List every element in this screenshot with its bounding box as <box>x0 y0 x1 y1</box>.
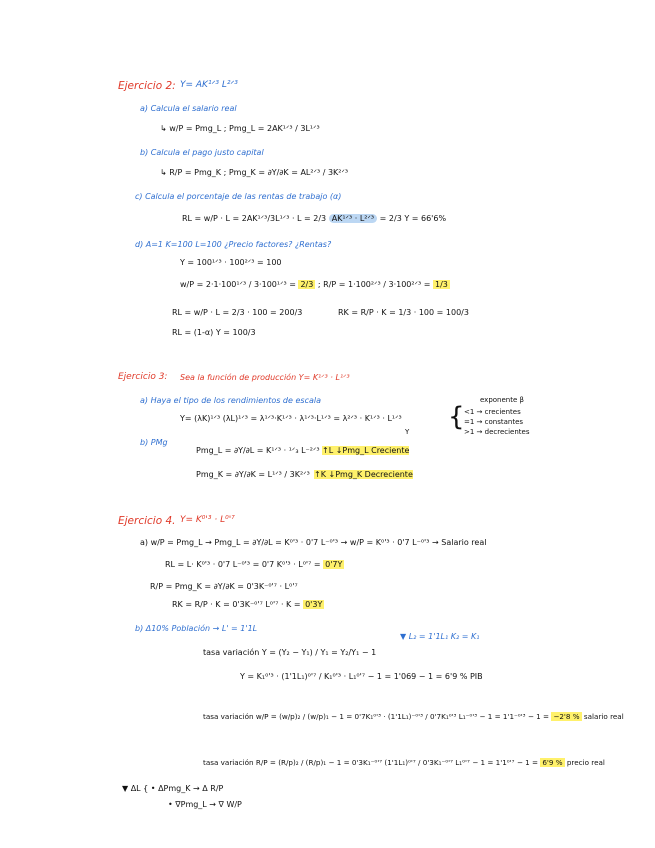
ex3-exp-3: >1 → decrecientes <box>464 428 530 436</box>
ex2-a-answer: ↳ w/P = Pmg_L ; Pmg_L = 2AK¹ᐟ³ / 3L¹ᐟ³ <box>160 124 320 133</box>
ex2-c-answer-left: RL = w/P · L = 2AK¹ᐟ³/3L¹ᐟ³ · L = 2/3 <box>182 214 327 223</box>
ex3-title: Ejercicio 3: <box>118 372 168 382</box>
ex2-formula: Y= AK¹ᐟ³ L²ᐟ³ <box>180 80 238 90</box>
ex2-d-line-1: Y = 100¹ᐟ³ · 100²ᐟ³ = 100 <box>180 258 282 267</box>
ex2-d-wage: w/P = 2·1·100¹ᐟ³ / 3·100¹ᐟ³ = <box>180 280 296 289</box>
ex4-a-line-2-text: RL = L· K⁰'³ · 0'7 L⁻⁰'³ = 0'7 K⁰'³ · L⁰'⁷ = <box>165 560 321 569</box>
ex2-d-line-4: RL = w/P · L = 2/3 · 100 = 200/3 <box>172 308 303 317</box>
ex2-d-rent: ; R/P = 1·100²ᐟ³ / 3·100²ᐟ³ = <box>317 280 431 289</box>
ex3-b-note-1 <box>322 446 409 455</box>
ex3-brace: { <box>448 402 465 432</box>
ex3-b-line-2: Pmg_K = ∂Y/∂K = L¹ᐟ³ / 3K²ᐟ³ <box>196 470 310 479</box>
ex2-c-answer-highlight: AK¹ᐟ³ · L²ᐟ³ <box>329 214 377 223</box>
ex4-title: Ejercicio 4. <box>118 515 176 527</box>
ex2-d-question: d) A=1 K=100 L=100 ¿Precio factores? ¿Rentas? <box>135 240 332 249</box>
ex2-b-answer: ↳ R/P = Pmg_K ; Pmg_K = ∂Y/∂K = AL²ᐟ³ / 3K²ᐟ³ <box>160 168 349 177</box>
ex3-b-note-2-text: ↑K ↓Pmg_K Decreciente <box>314 470 413 479</box>
ex4-b-line-4-result: 6'9 % <box>542 758 563 767</box>
ex4-formula: Y= K⁰'³ · L⁰'⁷ <box>180 515 235 525</box>
ex2-d-line-2 <box>180 280 450 289</box>
ex4-b-line-4-text: tasa variación R/P = (R/p)₂ / (R/p)₁ − 1 = 0'3K₁⁻⁰'⁷ (1'1L₁)⁰'⁷ / 0'3K₁⁻⁰'⁷ L₁⁰'⁷ − 1 = 1'1⁰'⁷ − 1 = <box>203 758 539 767</box>
ex4-b-line-3-text: tasa variación w/P = (w/p)₂ / (w/p)₁ − 1 = 0'7K₁⁰'³ · (1'1L₁)⁻⁰'³ / 0'7K₁⁰'³ L₁⁻⁰'³ − 1 = 1'1⁻⁰'³ − 1 = <box>203 712 550 721</box>
ex2-d-wage-result: 2/3 <box>300 280 314 289</box>
ex2-d-line-5: RK = R/P · K = 1/3 · 100 = 100/3 <box>338 308 469 317</box>
ex3-exp-2: =1 → constantes <box>464 418 524 426</box>
ex4-b-line-2: Y = K₁⁰'³ · (1'1L₁)⁰'⁷ / K₁⁰'³ · L₁⁰'⁷ − 1 = 1'069 − 1 = 6'9 % PIB <box>240 672 483 681</box>
ex3-b-line-1: Pmg_L = ∂Y/∂L = K¹ᐟ³ · ¹ᐟ₃ L⁻²ᐟ³ <box>196 446 320 455</box>
ex4-final-2: • ∇Pmg_L → ∇ W/P <box>168 800 242 809</box>
ex4-a-line-4-text: RK = R/P · K = 0'3K⁻⁰'⁷ L⁰'⁷ · K = <box>172 600 301 609</box>
ex2-d-line-6: RL = (1-α) Y = 100/3 <box>172 328 256 337</box>
ex4-b-line-3 <box>203 712 624 721</box>
ex2-d-rent-result: 1/3 <box>434 280 448 289</box>
ex3-a-answer: Y= (λK)¹ᐟ³ (λL)¹ᐟ³ = λ¹ᐟ³·K¹ᐟ³ · λ¹ᐟ³·L¹ᐟ³ = λ²ᐟ³ · K¹ᐟ³ · L¹ᐟ³ <box>180 414 402 423</box>
ex2-title: Ejercicio 2: <box>118 80 176 92</box>
ex4-b-line-3-result: −2'8 % <box>553 712 580 721</box>
ex4-b-line-4 <box>203 758 605 767</box>
ex2-c-answer <box>182 214 446 223</box>
ex4-a-line-4-result: 0'3Y <box>305 600 323 609</box>
ex3-exp-1: <1 → crecientes <box>464 408 521 416</box>
ex4-b-line-1: tasa variación Y = (Y₂ − Y₁) / Y₁ = Y₂/Y₁ − 1 <box>203 648 377 657</box>
ex4-b-question: b) Δ10% Población → L' = 1'1L <box>135 624 258 633</box>
ex3-title-rest: Sea la función de producción Y= K¹ᐟ³ · L¹ᐟ³ <box>180 373 350 382</box>
ex4-a-line-2 <box>165 560 344 569</box>
ex3-b-note-2 <box>314 470 413 479</box>
ex2-a-question: a) Calcula el salario real <box>140 104 237 113</box>
ex3-b-question: b) PMg <box>140 438 168 447</box>
ex4-b-note: ▼ L₂ = 1'1L₁ K₂ = K₁ <box>400 632 480 641</box>
ex2-c-question: c) Calcula el porcentaje de las rentas de trabajo (α) <box>135 192 342 201</box>
ex4-a-line-1: a) w/P = Pmg_L → Pmg_L = ∂Y/∂L = K⁰'³ · 0'7 L⁻⁰'³ → w/P = K⁰'³ · 0'7 L⁻⁰'³ → Salario real <box>140 538 487 547</box>
ex4-final-1: ▼ ΔL { • ΔPmg_K → Δ R/P <box>122 784 224 793</box>
ex4-b-line-3-tail: salario real <box>583 712 624 721</box>
ex2-b-question: b) Calcula el pago justo capital <box>140 148 264 157</box>
ex2-c-answer-right: = 2/3 Y = 66'6% <box>379 214 447 223</box>
ex4-b-line-4-tail: precio real <box>566 758 605 767</box>
ex4-a-line-3: R/P = Pmg_K = ∂Y/∂K = 0'3K⁻⁰'⁷ · L⁰'⁷ <box>150 582 298 591</box>
ex3-exp-head: exponente β <box>480 396 524 404</box>
ex3-a-question: a) Haya el tipo de los rendimientos de escala <box>140 396 321 405</box>
ex3-b-note-1-text: ↑L ↓Pmg_L Creciente <box>322 446 410 455</box>
ex4-a-line-4 <box>172 600 324 609</box>
ex3-a-underbrace: Y <box>405 428 410 436</box>
ex4-a-line-2-result: 0'7Y <box>325 560 343 569</box>
